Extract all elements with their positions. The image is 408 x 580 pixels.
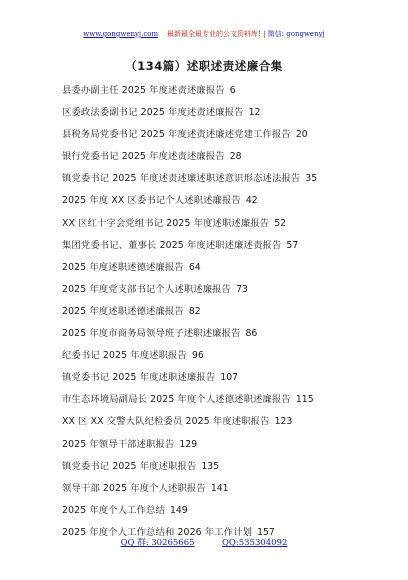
toc-entry-title: 2025 年度个人工作总结 (62, 504, 165, 516)
header-separator: | (263, 30, 266, 38)
toc-entry[interactable] (62, 213, 402, 235)
document-title: （134篇）述职述责述廉合集 (125, 59, 283, 73)
toc-entry-page-number: 20 (295, 129, 308, 141)
toc-entry[interactable] (62, 323, 402, 345)
toc-entry[interactable] (62, 500, 402, 522)
toc-entry-page-number: 86 (245, 328, 258, 340)
toc-entry[interactable] (62, 456, 402, 478)
page-header (0, 30, 408, 39)
toc-entry-title: 领导干部 2025 年度个人述职报告 (62, 482, 206, 494)
toc-entry-page-number: 96 (191, 350, 204, 362)
toc-entry-title: 市生态环境局副局长 2025 年度个人述德述职述廉报告 (62, 394, 291, 406)
toc-entry-title: 县委办副主任 2025 年度述责述廉报告 (62, 85, 225, 96)
qq-number: QQ:535304092 (221, 538, 288, 548)
site-link[interactable]: www.gongwenyj.com (83, 30, 159, 38)
toc-entry-title: XX 区 XX 交警大队纪检委员 2025 年度述职报告 (62, 416, 270, 428)
toc-entry-page-number: 35 (305, 173, 318, 185)
toc-entry[interactable] (62, 235, 402, 257)
toc-entry-title: XX 区红十字会党组书记 2025 年度述职述廉报告 (62, 217, 270, 229)
toc-entry-title: 2025 年度述职述德述廉报告 (62, 305, 184, 317)
toc-entry[interactable] (62, 345, 402, 367)
site-slogan: 最新最全最专业的公文资料库! (167, 30, 261, 38)
toc-entry-page-number: 73 (236, 283, 248, 295)
toc-entry[interactable] (62, 257, 402, 279)
toc-entry[interactable] (62, 301, 402, 323)
toc-entry-title: 2025 年度市商务局领导班子述职述廉报告 (62, 328, 241, 340)
toc-entry[interactable] (62, 168, 402, 190)
toc-entry-page-number: 123 (274, 416, 293, 428)
toc-entry-page-number: 57 (286, 239, 299, 251)
toc-entry-page-number: 115 (295, 394, 314, 406)
table-of-contents (62, 80, 402, 544)
toc-entry[interactable] (62, 102, 402, 124)
toc-entry-title: 银行党委书记 2025 年度述责述廉报告 (62, 151, 225, 163)
toc-entry-page-number: 129 (179, 438, 198, 450)
toc-entry-title: 2025 年度述职述德述廉报告 (62, 261, 184, 273)
toc-entry[interactable] (62, 478, 402, 500)
toc-entry-title: 区委政法委副书记 2025 年度述责述廉报告 (62, 107, 244, 119)
toc-entry-page-number: 12 (248, 107, 261, 119)
toc-entry[interactable] (62, 367, 402, 389)
toc-entry-title: 集团党委书记、董事长 2025 年度述职述廉述责报告 (62, 239, 282, 251)
toc-entry-title: 2025 年度个人工作总结和 2026 年工作计划 (62, 526, 253, 538)
page-footer (0, 536, 408, 548)
toc-entry-title: 2025 年度党支部书记个人述职述廉报告 (62, 283, 232, 295)
toc-entry[interactable] (62, 190, 402, 212)
toc-entry[interactable] (62, 434, 402, 456)
toc-entry-title: 镇党委书记 2025 年度述责述廉述职述意识形态述法报告 (62, 173, 301, 185)
toc-entry-page-number: 52 (274, 217, 287, 229)
toc-entry-title: 镇党委书记 2025 年度述职报告 (62, 460, 197, 472)
toc-entry-page-number: 135 (201, 460, 220, 472)
toc-entry[interactable] (62, 411, 402, 433)
toc-entry-title: 县税务局党委书记 2025 年度述责述廉述党建工作报告 (62, 129, 291, 141)
toc-entry-page-number: 149 (169, 504, 188, 516)
toc-entry-page-number: 141 (210, 482, 229, 494)
wechat-id: 微信: gongwenyj (267, 30, 325, 38)
toc-entry-title: 纪委书记 2025 年度述职报告 (62, 350, 187, 362)
toc-entry[interactable] (62, 389, 402, 411)
toc-entry-page-number: 107 (220, 372, 239, 384)
qq-group-number: QQ 群: 30265665 (120, 538, 195, 548)
toc-entry-title: 2025 年度 XX 区委书记个人述职述廉报告 (62, 195, 241, 207)
toc-entry-page-number: 28 (229, 151, 242, 163)
toc-entry[interactable] (62, 146, 402, 168)
toc-entry-page-number: 82 (188, 305, 201, 317)
toc-entry-page-number: 157 (257, 526, 275, 538)
toc-entry[interactable] (62, 80, 402, 102)
toc-entry-page-number: 64 (188, 261, 201, 273)
toc-entry-title: 镇党委书记 2025 年度述职述廉报告 (62, 372, 216, 384)
toc-entry-page-number: 6 (229, 85, 236, 96)
toc-entry-page-number: 42 (245, 195, 258, 207)
toc-entry-title: 2025 年领导干部述职报告 (62, 438, 175, 450)
toc-entry[interactable] (62, 279, 402, 301)
toc-entry[interactable] (62, 124, 402, 146)
